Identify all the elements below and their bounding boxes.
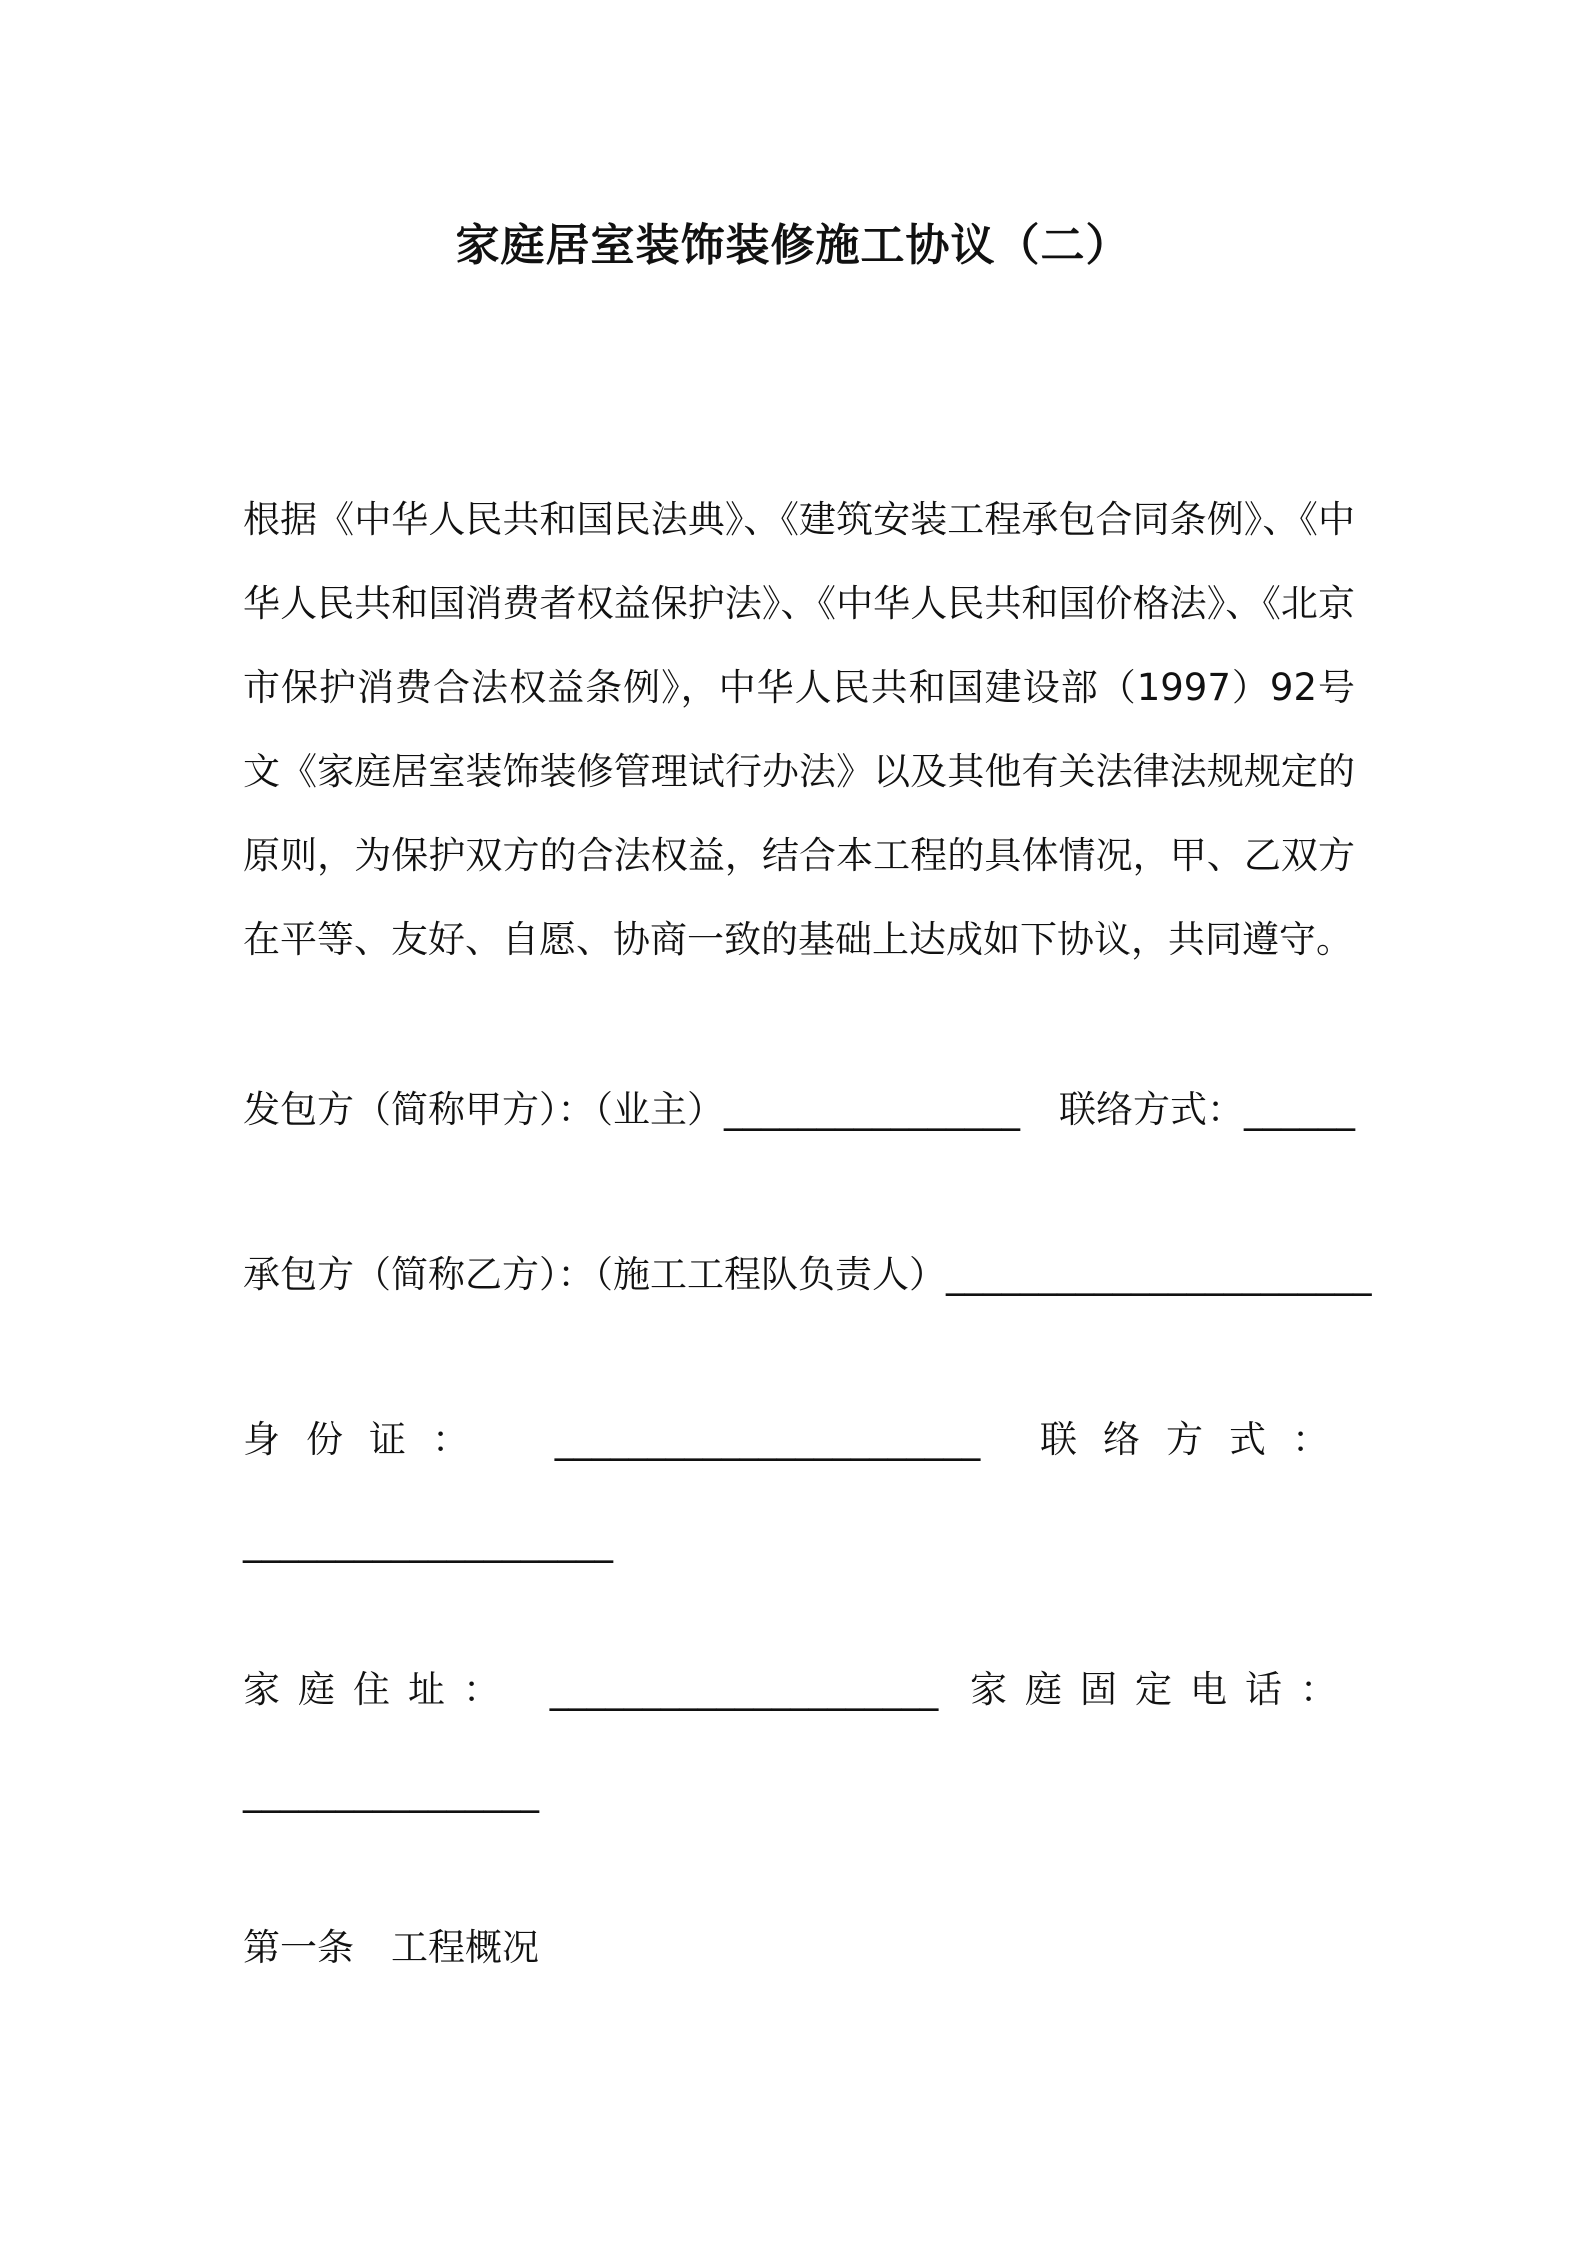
phone-blank-row	[243, 1762, 1355, 1822]
phone-blank: ________________	[243, 1770, 539, 1813]
id-blank: _______________________	[554, 1418, 981, 1461]
address-label: 家庭住址：	[243, 1668, 518, 1711]
section-heading	[243, 1918, 1355, 1978]
address-row	[243, 1660, 1355, 1720]
party-a-contact: 联络方式：______	[1059, 1088, 1355, 1131]
id-contact-blank-row	[243, 1512, 1355, 1572]
id-contact-label: 联络方式：	[1040, 1418, 1355, 1461]
party-a-label: 发包方（简称甲方）：（业主）________________	[243, 1088, 1020, 1131]
document-title: 家庭居室装饰装修施工协议（二）	[455, 220, 1131, 271]
id-row	[243, 1410, 1355, 1470]
party-b-row	[243, 1245, 1372, 1305]
id-contact-blank: ____________________	[243, 1520, 613, 1563]
phone-label: 家庭固定电话：	[970, 1668, 1355, 1711]
party-b-label: 承包方（简称乙方）：（施工工程队负责人）_______________________	[243, 1253, 1372, 1296]
id-label: 身份证：	[243, 1418, 495, 1461]
intro-paragraph: 根据《中华人民共和国民法典》、《建筑安装工程承包合同条例》、《中华人民共和国消费者权益保护法》、《中华人民共和国价格法》、《北京市保护消费合法权益条例》，中华人民共和国建设部（1997）92号文《家庭居室装饰装修管理试行办法》以及其他有关法律法规规定的原则，为保护双方的合法权益，结合本工程的具体情况，甲、乙双方在平等、友好、自愿、协商一致的基础上达成如下协议，共同遵守。	[243, 498, 1355, 961]
address-blank: _____________________	[549, 1668, 939, 1711]
party-a-row	[243, 1080, 1355, 1140]
section-1-title: 第一条 工程概况	[243, 1926, 539, 1969]
